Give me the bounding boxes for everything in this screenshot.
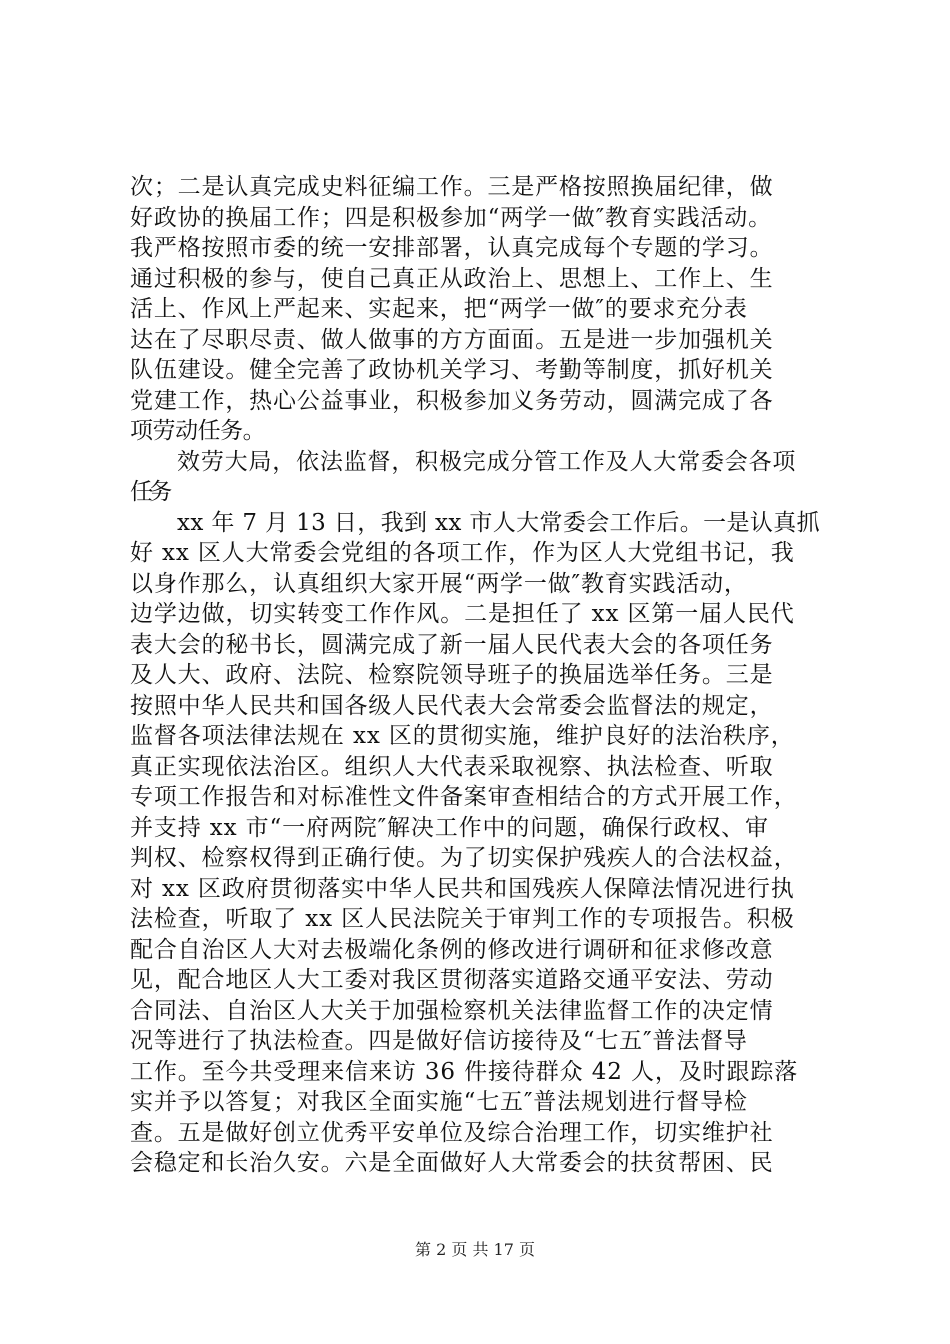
- text-line: 表大会的秘书长，圆满完成了新一届人民代表大会的各项任务: [130, 631, 774, 658]
- page-footer: 第 2 页 共 17 页: [415, 1240, 535, 1259]
- text-line: 活上、作风上严起来、实起来，把“两学一做″的要求充分表: [130, 296, 748, 322]
- text-line: 按照中华人民共和国各级人民代表大会常委会监督法的规定，: [130, 692, 774, 719]
- text-line: 次；二是认真完成史料征编工作。三是严格按照换届纪律，做: [130, 174, 774, 200]
- text-line: 通过积极的参与，使自己真正从政治上、思想上、工作上、生: [130, 265, 774, 292]
- text-line: 我严格按照市委的统一安排部署，认真完成每个专题的学习。: [130, 235, 774, 261]
- text-line: 对 xx 区政府贯彻落实中华人民共和国残疾人保障法情况进行执: [130, 875, 795, 902]
- text-line: 任务: [130, 479, 169, 505]
- text-line: 效劳大局，依法监督，积极完成分管工作及人大常委会各项: [177, 448, 797, 475]
- text-line: 况等进行了执法检查。四是做好信访接待及“七五″普法督导: [130, 1028, 748, 1054]
- text-line: 专项工作报告和对标准性文件备案审查相结合的方式开展工作，: [130, 784, 798, 810]
- text-line: 以身作那么，认真组织大家开展“两学一做″教育实践活动，: [130, 570, 748, 597]
- text-line: 真正实现依法治区。组织人大代表采取视察、执法检查、听取: [130, 753, 774, 780]
- text-line: 并支持 xx 市“一府两院″解决工作中的问题，确保行政权、审: [130, 814, 769, 841]
- text-line: 及人大、政府、法院、检察院领导班子的换届选举任务。三是: [130, 662, 774, 688]
- text-line: 工作。至今共受理来信来访 36 件接待群众 42 人，及时跟踪落: [130, 1058, 799, 1085]
- text-line: 党建工作，热心公益事业，积极参加义务劳动，圆满完成了各: [130, 387, 774, 414]
- text-line: 合同法、自治区人大关于加强检察机关法律监督工作的决定情: [130, 997, 774, 1024]
- text-line: 队伍建设。健全完善了政协机关学习、考勤等制度，抓好机关: [130, 357, 774, 383]
- text-line: 配合自治区人大对去极端化条例的修改进行调研和征求修改意: [130, 936, 774, 963]
- text-line: 好 xx 区人大常委会党组的各项工作，作为区人大党组书记，我: [130, 540, 795, 566]
- text-line: 判权、检察权得到正确行使。为了切实保护残疾人的合法权益，: [130, 845, 798, 871]
- text-line: 见，配合地区人大工委对我区贯彻落实道路交通平安法、劳动: [130, 967, 774, 993]
- text-line: 达在了尽职尽责、做人做事的方方面面。五是进一步加强机关: [130, 326, 774, 353]
- text-line: 实并予以答复；对我区全面实施“七五″普法规划进行督导检: [130, 1089, 748, 1115]
- text-line: 监督各项法律法规在 xx 区的贯彻实施，维护良好的法治秩序，: [130, 723, 795, 749]
- text-line: 边学边做，切实转变工作作风。二是担任了 xx 区第一届人民代: [130, 601, 795, 627]
- text-line: 好政协的换届工作；四是积极参加“两学一做″教育实践活动。: [130, 204, 772, 231]
- text-line: 项劳动任务。: [130, 418, 266, 444]
- text-line: xx 年 7 月 13 日，我到 xx 市人大常委会工作后。一是认真抓: [177, 509, 820, 536]
- text-line: 会稳定和长治久安。六是全面做好人大常委会的扶贫帮困、民: [130, 1150, 774, 1176]
- text-line: 查。五是做好创立优秀平安单位及综合治理工作，切实维护社: [130, 1119, 774, 1146]
- text-line: 法检查，听取了 xx 区人民法院关于审判工作的专项报告。积极: [130, 906, 795, 932]
- document-body: [130, 172, 830, 1179]
